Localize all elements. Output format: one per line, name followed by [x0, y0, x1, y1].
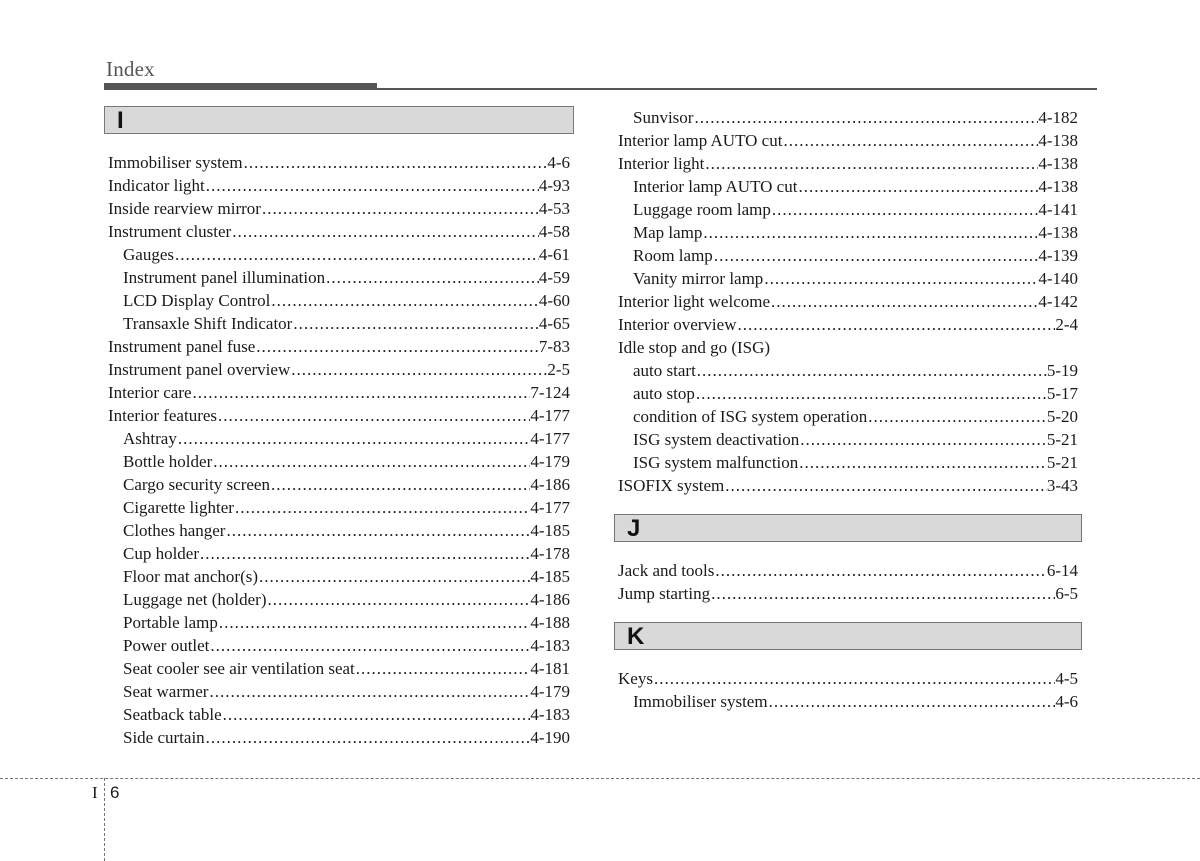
index-subentry: [108, 312, 570, 335]
leader-dots: [702, 221, 1038, 244]
footer-section-letter: I: [92, 783, 98, 802]
entry-term: Floor mat anchor(s): [123, 567, 259, 586]
leader-dots: [770, 290, 1038, 313]
entry-term: ISG system deactivation: [633, 430, 800, 449]
entry-term: condition of ISG system operation: [633, 407, 868, 426]
index-entry: [618, 152, 1078, 175]
leader-dots: [798, 451, 1047, 474]
entry-page-ref: 4-179: [530, 682, 570, 701]
entry-term: Seat cooler see air ventilation seat: [123, 659, 355, 678]
entry-page-ref: 7-83: [538, 337, 570, 356]
leader-dots: [218, 611, 530, 634]
leader-dots: [231, 220, 539, 243]
entry-term: Interior care: [108, 383, 192, 402]
title-rule-thick: [104, 83, 377, 90]
entry-page-ref: 4-178: [530, 544, 570, 563]
leader-dots: [258, 565, 530, 588]
entry-term: ISG system malfunction: [633, 453, 799, 472]
entry-page-ref: 4-177: [530, 498, 570, 517]
leader-dots: [710, 582, 1055, 605]
page-title: Index: [106, 57, 155, 81]
index-entry: [108, 358, 570, 381]
entry-list: [618, 106, 1078, 497]
entry-term: Transaxle Shift Indicator: [123, 314, 293, 333]
entry-page-ref: 4-138: [1038, 154, 1078, 173]
leader-dots: [763, 267, 1038, 290]
entry-term: Seatback table: [123, 705, 222, 724]
entry-page-ref: 4-93: [538, 176, 570, 195]
index-entry: [618, 582, 1078, 605]
index-subentry: [618, 428, 1078, 451]
index-entry: [618, 290, 1078, 313]
leader-dots: [799, 428, 1047, 451]
leader-dots: [768, 690, 1056, 713]
section-letter: I: [117, 107, 124, 134]
leader-dots: [261, 197, 539, 220]
leader-dots: [205, 174, 539, 197]
leader-dots: [255, 335, 539, 358]
index-column-left: [108, 106, 570, 749]
leader-dots: [270, 289, 538, 312]
leader-dots: [714, 559, 1047, 582]
entry-page-ref: 4-138: [1038, 177, 1078, 196]
leader-dots: [209, 634, 530, 657]
leader-dots: [270, 473, 530, 496]
leader-dots: [212, 450, 530, 473]
leader-dots: [797, 175, 1038, 198]
index-entry: [618, 336, 1078, 359]
index-entry: [108, 197, 570, 220]
entry-page-ref: 2-5: [547, 360, 570, 379]
index-subentry: [108, 680, 570, 703]
entry-term: Instrument panel overview: [108, 360, 291, 379]
section-header-j: [614, 514, 1082, 542]
entry-page-ref: 3-43: [1046, 476, 1078, 495]
leader-dots: [325, 266, 539, 289]
leader-dots: [653, 667, 1055, 690]
index-subentry: [108, 243, 570, 266]
entry-page-ref: 4-185: [530, 521, 570, 540]
entry-term: ISOFIX system: [618, 476, 725, 495]
index-entry: [108, 404, 570, 427]
entry-page-ref: 4-182: [1038, 108, 1078, 127]
index-subentry: [618, 244, 1078, 267]
section-list: [618, 497, 1078, 713]
entry-term: Luggage net (holder): [123, 590, 267, 609]
index-subentry: [618, 198, 1078, 221]
entry-term: Interior overview: [618, 315, 737, 334]
entry-term: Side curtain: [123, 728, 205, 747]
leader-dots: [222, 703, 531, 726]
entry-page-ref: 4-139: [1038, 246, 1078, 265]
entry-term: Vanity mirror lamp: [633, 269, 764, 288]
leader-dots: [205, 726, 531, 749]
index-column-right: [618, 106, 1078, 713]
entry-page-ref: 4-181: [530, 659, 570, 678]
leader-dots: [290, 358, 547, 381]
title-rule-thin: [377, 88, 1097, 90]
entry-page-ref: 4-65: [538, 314, 570, 333]
leader-dots: [292, 312, 538, 335]
index-entry: [618, 559, 1078, 582]
index-entry: [618, 313, 1078, 336]
entry-page-ref: 4-60: [538, 291, 570, 310]
leader-dots: [695, 382, 1047, 405]
entry-term: Inside rearview mirror: [108, 199, 261, 218]
entry-page-ref: 4-59: [538, 268, 570, 287]
leader-dots: [736, 313, 1055, 336]
leader-dots: [782, 129, 1038, 152]
page-number: 6: [110, 783, 120, 802]
entry-term: Interior lamp AUTO cut: [633, 177, 798, 196]
index-subentry: [108, 289, 570, 312]
entry-page-ref: 2-4: [1055, 315, 1078, 334]
entry-page-ref: 4-177: [530, 406, 570, 425]
index-subentry: [108, 634, 570, 657]
leader-dots: [724, 474, 1047, 497]
entry-page-ref: 6-14: [1046, 561, 1078, 580]
leader-dots: [867, 405, 1047, 428]
section-letter: K: [627, 623, 645, 650]
entry-term: Luggage room lamp: [633, 200, 771, 219]
entry-page-ref: 4-183: [530, 705, 570, 724]
entry-page-ref: 4-138: [1038, 131, 1078, 150]
leader-dots: [177, 427, 531, 450]
entry-page-ref: 4-190: [530, 728, 570, 747]
entry-page-ref: 4-138: [1038, 223, 1078, 242]
entry-page-ref: 4-186: [530, 590, 570, 609]
entry-page-ref: 4-179: [530, 452, 570, 471]
entry-page-ref: 4-5: [1055, 669, 1078, 688]
leader-dots: [217, 404, 530, 427]
index-entry: [618, 129, 1078, 152]
index-entry: [108, 151, 570, 174]
index-subentry: [618, 405, 1078, 428]
entry-term: Instrument panel fuse: [108, 337, 256, 356]
entry-term: Clothes hanger: [123, 521, 226, 540]
index-subentry: [108, 266, 570, 289]
entry-term: Instrument cluster: [108, 222, 232, 241]
entry-page-ref: 4-185: [530, 567, 570, 586]
entry-page-ref: 4-177: [530, 429, 570, 448]
entry-term: Map lamp: [633, 223, 703, 242]
entry-term: Interior light welcome: [618, 292, 771, 311]
entry-term: Immobiliser system: [108, 153, 243, 172]
entry-page-ref: 5-19: [1046, 361, 1078, 380]
leader-dots: [704, 152, 1038, 175]
entry-term: Instrument panel illumination: [123, 268, 326, 287]
index-entry: [108, 220, 570, 243]
entry-page-ref: 4-140: [1038, 269, 1078, 288]
entry-page-ref: 4-141: [1038, 200, 1078, 219]
entry-page-ref: 4-53: [538, 199, 570, 218]
entry-page-ref: 4-142: [1038, 292, 1078, 311]
entry-page-ref: 5-21: [1046, 430, 1078, 449]
entry-term: Cigarette lighter: [123, 498, 234, 517]
entry-page-ref: 4-183: [530, 636, 570, 655]
index-subentry: [618, 451, 1078, 474]
entry-term: Interior lamp AUTO cut: [618, 131, 783, 150]
entry-page-ref: 4-58: [538, 222, 570, 241]
entry-page-ref: 4-6: [547, 153, 570, 172]
entry-list: [108, 151, 570, 749]
index-subentry: [108, 542, 570, 565]
index-entry: [108, 174, 570, 197]
entry-term: Jack and tools: [618, 561, 715, 580]
entry-term: Indicator light: [108, 176, 205, 195]
entry-term: Power outlet: [123, 636, 210, 655]
leader-dots: [174, 243, 539, 266]
index-subentry: [108, 611, 570, 634]
entry-term: Keys: [618, 669, 653, 688]
index-subentry: [108, 427, 570, 450]
index-subentry: [618, 175, 1078, 198]
section-letter: J: [627, 515, 641, 542]
leader-dots: [234, 496, 530, 519]
index-subentry: [108, 657, 570, 680]
entry-page-ref: 4-6: [1055, 692, 1078, 711]
entry-term: Sunvisor: [633, 108, 694, 127]
index-subentry: [618, 690, 1078, 713]
index-subentry: [108, 588, 570, 611]
entry-term: Cup holder: [123, 544, 200, 563]
entry-page-ref: 7-124: [530, 383, 570, 402]
leader-dots: [267, 588, 531, 611]
entry-term: Interior light: [618, 154, 705, 173]
leader-dots: [693, 106, 1038, 129]
entry-term: auto stop: [633, 384, 695, 403]
leader-dots: [199, 542, 530, 565]
index-subentry: [108, 519, 570, 542]
index-subentry: [618, 359, 1078, 382]
section-header-i: [104, 106, 574, 134]
entry-term: Idle stop and go (ISG): [618, 338, 771, 357]
entry-term: Ashtray: [123, 429, 177, 448]
entry-term: Cargo security screen: [123, 475, 270, 494]
index-subentry: [108, 496, 570, 519]
index-entry: [618, 474, 1078, 497]
index-subentry: [618, 267, 1078, 290]
leader-dots: [771, 198, 1038, 221]
entry-page-ref: 4-186: [530, 475, 570, 494]
leader-dots: [225, 519, 530, 542]
entry-page-ref: 5-17: [1046, 384, 1078, 403]
entry-page-ref: 4-61: [538, 245, 570, 264]
index-subentry: [618, 106, 1078, 129]
index-subentry: [618, 221, 1078, 244]
index-subentry: [108, 726, 570, 749]
section-header-k: [614, 622, 1082, 650]
leader-dots: [355, 657, 531, 680]
entry-term: auto start: [633, 361, 696, 380]
index-subentry: [108, 450, 570, 473]
footer-margin-line: [104, 778, 105, 861]
index-entry: [618, 667, 1078, 690]
entry-term: LCD Display Control: [123, 291, 271, 310]
footer-divider: [0, 778, 1200, 779]
leader-dots: [192, 381, 531, 404]
leader-dots: [713, 244, 1039, 267]
entry-page-ref: 4-188: [530, 613, 570, 632]
entry-term: Portable lamp: [123, 613, 218, 632]
leader-dots: [696, 359, 1047, 382]
leader-dots: [243, 151, 548, 174]
entry-term: Gauges: [123, 245, 174, 264]
index-subentry: [618, 382, 1078, 405]
entry-term: Interior features: [108, 406, 218, 425]
entry-page-ref: 6-5: [1055, 584, 1078, 603]
entry-term: Jump starting: [618, 584, 711, 603]
entry-term: Room lamp: [633, 246, 713, 265]
entry-page-ref: 5-21: [1046, 453, 1078, 472]
entry-term: Bottle holder: [123, 452, 213, 471]
index-entry: [108, 335, 570, 358]
index-subentry: [108, 565, 570, 588]
entry-term: Immobiliser system: [633, 692, 768, 711]
index-subentry: [108, 703, 570, 726]
entry-page-ref: 5-20: [1046, 407, 1078, 426]
index-subentry: [108, 473, 570, 496]
index-entry: [108, 381, 570, 404]
leader-dots: [208, 680, 530, 703]
entry-term: Seat warmer: [123, 682, 209, 701]
